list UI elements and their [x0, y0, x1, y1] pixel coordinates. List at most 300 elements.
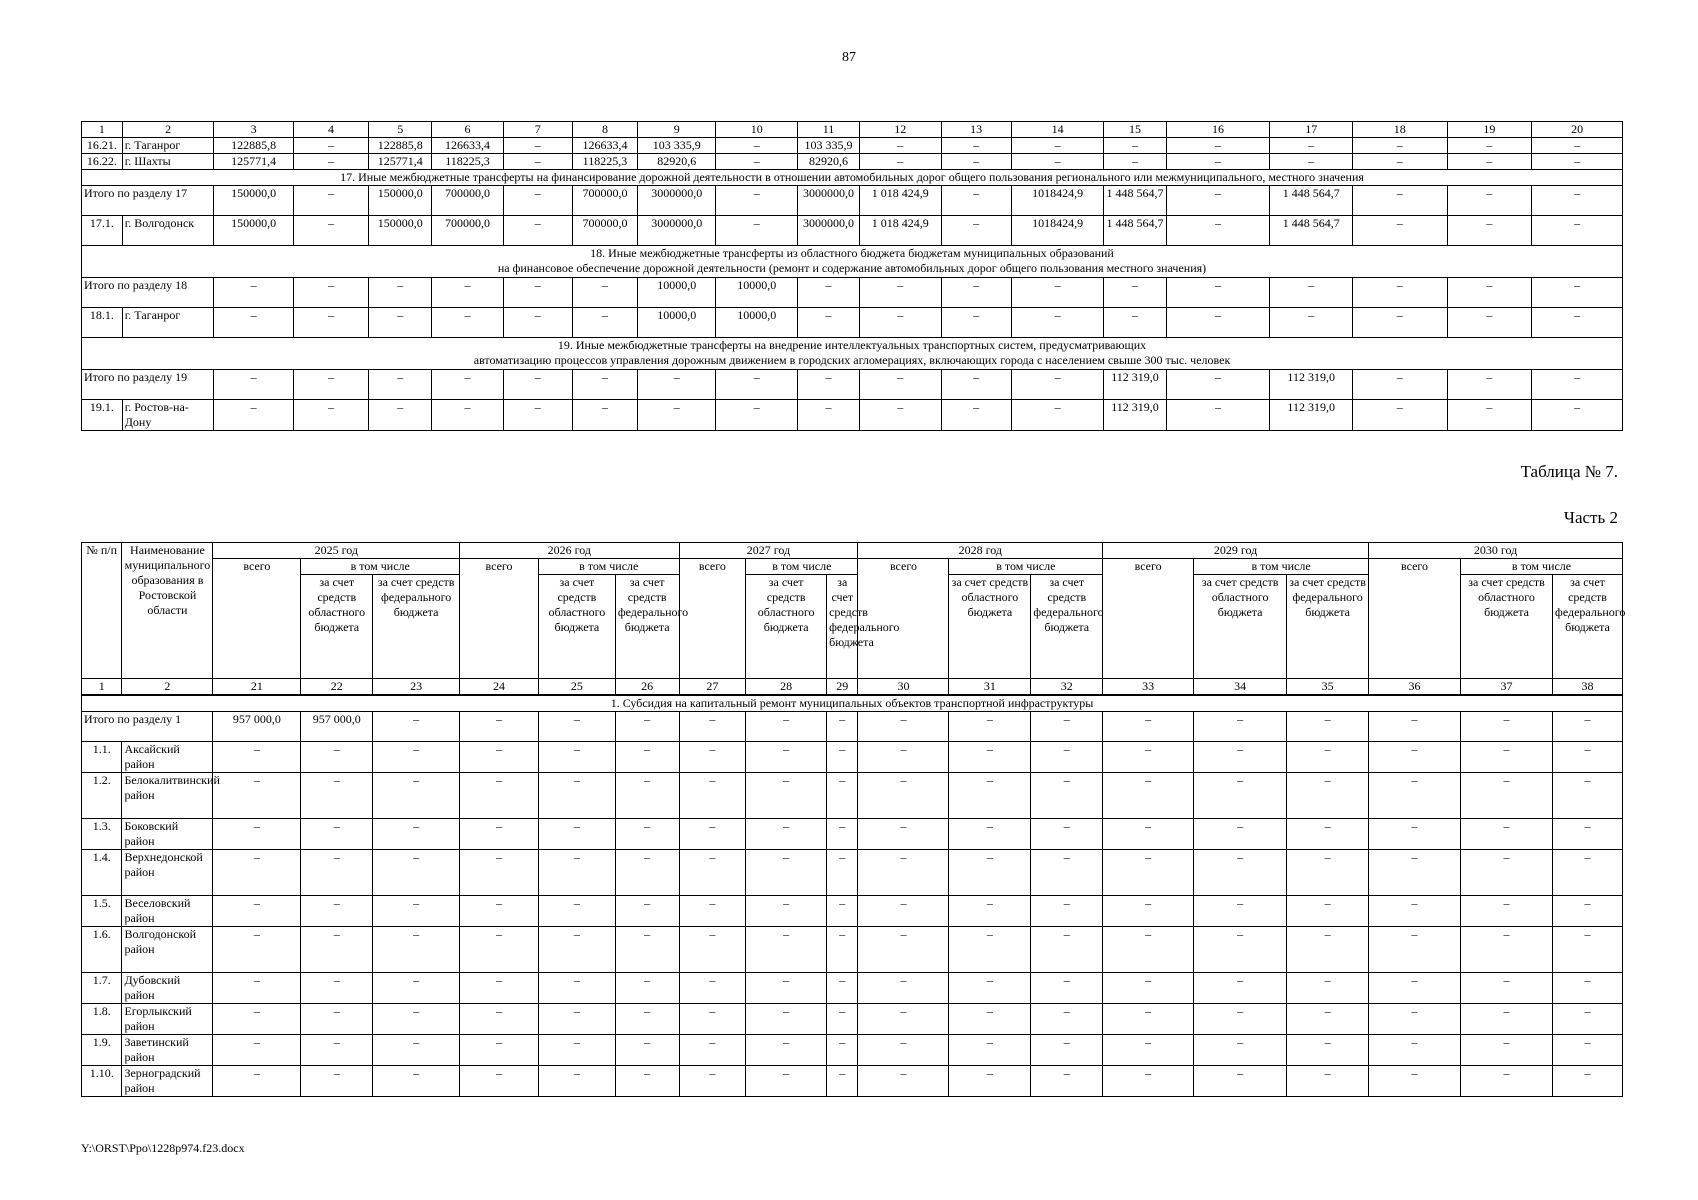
table-cell: – — [373, 850, 460, 896]
column-number: 20 — [1532, 122, 1623, 138]
table-cell: г. Таганрог — [122, 138, 214, 154]
table-cell: – — [373, 773, 460, 819]
table-cell: – — [949, 850, 1031, 896]
header-total: всего — [1369, 559, 1461, 679]
table-cell: – — [1369, 1066, 1461, 1097]
table-cell: – — [213, 927, 301, 973]
table-cell: – — [860, 154, 941, 170]
table-cell: – — [827, 850, 858, 896]
header-regional-budget: за счет средств областного бюджета — [949, 575, 1031, 679]
table-row — [82, 1004, 1623, 1035]
table-cell: – — [746, 819, 827, 850]
section-title-row — [82, 170, 1623, 186]
table-cell: 10000,0 — [716, 278, 797, 308]
table-cell: – — [1352, 186, 1447, 216]
table-cell: – — [1194, 819, 1287, 850]
table-cell: 118225,3 — [432, 154, 503, 170]
table-cell: – — [1103, 850, 1194, 896]
header-total: всего — [460, 559, 539, 679]
table-cell: – — [1011, 138, 1104, 154]
table-cell: – — [1103, 973, 1194, 1004]
table-cell: – — [1532, 400, 1623, 431]
table-cell: – — [1461, 1035, 1553, 1066]
table-cell: – — [949, 712, 1031, 742]
table-cell: 150000,0 — [214, 186, 293, 216]
section-total-row — [82, 186, 1623, 216]
file-path-footer: Y:\ORST\Ppo\1228p974.f23.docx — [81, 1141, 245, 1155]
column-number: 26 — [615, 679, 679, 696]
column-number: 19 — [1447, 122, 1532, 138]
table-cell: – — [746, 1004, 827, 1035]
table-cell: – — [615, 819, 679, 850]
table-cell: – — [1194, 896, 1287, 927]
column-number: 17 — [1270, 122, 1352, 138]
table-cell: – — [1011, 370, 1104, 400]
table-cell: – — [538, 773, 615, 819]
table-cell: – — [1031, 773, 1103, 819]
table-cell: – — [1031, 819, 1103, 850]
table-cell: – — [1287, 896, 1369, 927]
table-cell: – — [1166, 308, 1270, 338]
table-cell: – — [1369, 927, 1461, 973]
table-cell: – — [679, 1004, 746, 1035]
table-cell: – — [679, 896, 746, 927]
section-title: 1. Субсидия на капитальный ремонт муниципальных объектов транспортной инфраструктуры — [82, 695, 1623, 712]
table-cell: г. Таганрог — [122, 308, 214, 338]
table-cell: 1 018 424,9 — [860, 216, 941, 246]
table-cell: – — [1031, 973, 1103, 1004]
table-cell: – — [949, 1004, 1031, 1035]
table-cell: – — [941, 138, 1011, 154]
table-cell: 150000,0 — [214, 216, 293, 246]
table-cell: – — [716, 216, 797, 246]
table-cell: – — [1031, 712, 1103, 742]
table-cell: – — [301, 896, 373, 927]
row-number: 1.1. — [82, 742, 122, 773]
column-number: 35 — [1287, 679, 1369, 696]
table-cell: – — [373, 712, 460, 742]
table-cell: – — [1369, 1004, 1461, 1035]
section-title-row — [82, 338, 1623, 370]
table-cell: – — [1011, 154, 1104, 170]
table-cell: – — [503, 216, 572, 246]
table-cell: – — [1287, 973, 1369, 1004]
table-cell: – — [1352, 138, 1447, 154]
table-cell: 103 335,9 — [638, 138, 716, 154]
section-total-label: Итого по разделу 1 — [82, 712, 213, 742]
table-row — [82, 138, 1623, 154]
table-cell: – — [503, 154, 572, 170]
table-cell: – — [369, 370, 432, 400]
table-cell: – — [1461, 1066, 1553, 1097]
table-cell: – — [572, 278, 637, 308]
table-cell: – — [615, 1004, 679, 1035]
header-federal-budget: за счет средств федерального бюджета — [615, 575, 679, 679]
table-cell: – — [860, 370, 941, 400]
table-cell: – — [538, 927, 615, 973]
table-cell: – — [373, 1004, 460, 1035]
table-row — [82, 973, 1623, 1004]
column-number: 24 — [460, 679, 539, 696]
table-cell: – — [1447, 278, 1532, 308]
municipality-name: Аксайский район — [122, 742, 213, 773]
table-cell: – — [460, 927, 539, 973]
table-cell: – — [1369, 850, 1461, 896]
table-cell: – — [679, 850, 746, 896]
table-cell: – — [746, 712, 827, 742]
table-cell: г. Ростов-на-Дону — [122, 400, 214, 431]
table-cell: – — [1553, 927, 1623, 973]
table-cell: – — [214, 308, 293, 338]
section-total-label: Итого по разделу 17 — [82, 186, 214, 216]
table-cell: 122885,8 — [369, 138, 432, 154]
table-cell: – — [1166, 370, 1270, 400]
table-cell: 150000,0 — [369, 216, 432, 246]
section-title-row — [82, 246, 1623, 278]
table-row — [82, 927, 1623, 973]
municipality-name: Веселовский район — [122, 896, 213, 927]
table-part1 — [81, 121, 1623, 431]
table-cell: – — [679, 742, 746, 773]
table-cell: – — [615, 742, 679, 773]
table-cell: г. Шахты — [122, 154, 214, 170]
table-cell: – — [1270, 308, 1352, 338]
table-cell: – — [1103, 927, 1194, 973]
table-cell: – — [1104, 308, 1166, 338]
column-number: 18 — [1352, 122, 1447, 138]
table-cell: – — [1287, 927, 1369, 973]
column-number: 5 — [369, 122, 432, 138]
table-cell: – — [949, 973, 1031, 1004]
table-cell: – — [949, 1066, 1031, 1097]
table-cell: 3000000,0 — [638, 186, 716, 216]
table-cell: – — [301, 1066, 373, 1097]
table-cell: – — [1532, 278, 1623, 308]
municipality-name: Верхнедонской район — [122, 850, 213, 896]
table-cell: – — [1103, 1035, 1194, 1066]
table-cell: – — [373, 896, 460, 927]
table-cell: – — [1352, 154, 1447, 170]
section-title-row — [82, 695, 1623, 712]
table-cell: – — [746, 927, 827, 973]
table-cell: – — [432, 308, 503, 338]
table-cell: – — [293, 308, 368, 338]
table-cell: – — [1011, 400, 1104, 431]
table-cell: 3000000,0 — [797, 186, 859, 216]
table-cell: – — [1103, 712, 1194, 742]
table-cell: – — [941, 278, 1011, 308]
table-cell: – — [1352, 370, 1447, 400]
table-cell: – — [1532, 138, 1623, 154]
table-cell: – — [293, 400, 368, 431]
table-cell: – — [460, 850, 539, 896]
table-cell: – — [1287, 1066, 1369, 1097]
table-cell: – — [572, 308, 637, 338]
header-year: 2030 год — [1369, 543, 1623, 559]
header-total: всего — [213, 559, 301, 679]
table-cell: 3000000,0 — [797, 216, 859, 246]
table-cell: – — [1194, 742, 1287, 773]
table-cell: – — [460, 742, 539, 773]
table-cell: 700000,0 — [432, 216, 503, 246]
section-total-label: Итого по разделу 18 — [82, 278, 214, 308]
table-cell: – — [1553, 819, 1623, 850]
header-municipality: Наименование муниципального образования в Ростовской области — [122, 543, 213, 679]
table-cell: 1 018 424,9 — [860, 186, 941, 216]
table-cell: – — [827, 819, 858, 850]
table-cell: – — [1031, 1035, 1103, 1066]
row-number: 1.10. — [82, 1066, 122, 1097]
table-cell: – — [949, 896, 1031, 927]
municipality-name: Боковский район — [122, 819, 213, 850]
column-number: 9 — [638, 122, 716, 138]
section-total-label: Итого по разделу 19 — [82, 370, 214, 400]
table-row — [82, 400, 1623, 431]
table-cell: – — [827, 773, 858, 819]
table-cell: – — [827, 973, 858, 1004]
table-cell: – — [1031, 1066, 1103, 1097]
table-cell: – — [1031, 850, 1103, 896]
table-cell: 82920,6 — [638, 154, 716, 170]
table-cell: – — [615, 712, 679, 742]
table-cell: – — [301, 973, 373, 1004]
column-number: 2 — [122, 679, 213, 696]
municipality-name: Белокалитвинский район — [122, 773, 213, 819]
table-cell: – — [1287, 773, 1369, 819]
table-cell: – — [615, 973, 679, 1004]
row-number: 1.5. — [82, 896, 122, 927]
column-number: 28 — [746, 679, 827, 696]
table-cell: – — [503, 370, 572, 400]
header-including: в том числе — [301, 559, 460, 575]
table-cell: – — [1166, 216, 1270, 246]
table-cell: – — [503, 138, 572, 154]
table-cell: – — [615, 773, 679, 819]
table-cell: 112 319,0 — [1270, 400, 1352, 431]
header-regional-budget: за счет средств областного бюджета — [1194, 575, 1287, 679]
table-cell: 1 448 564,7 — [1104, 216, 1166, 246]
table-cell: – — [1194, 973, 1287, 1004]
column-number: 21 — [213, 679, 301, 696]
table-cell: – — [858, 927, 949, 973]
header-regional-budget: за счет средств областного бюджета — [1461, 575, 1553, 679]
municipality-name: Волгодонской район — [122, 927, 213, 973]
table-cell: – — [1352, 216, 1447, 246]
table-cell: 18.1. — [82, 308, 123, 338]
table-cell: – — [1103, 819, 1194, 850]
table-cell: – — [214, 370, 293, 400]
municipality-name: Зерноградский район — [122, 1066, 213, 1097]
table-cell: – — [1287, 742, 1369, 773]
table-cell: – — [746, 1066, 827, 1097]
table-cell: – — [1194, 927, 1287, 973]
table-cell: – — [460, 773, 539, 819]
header-row-incl — [82, 559, 1623, 575]
table-cell: – — [572, 400, 637, 431]
table-cell: – — [827, 896, 858, 927]
table-cell: – — [432, 370, 503, 400]
table-cell: 1 448 564,7 — [1270, 216, 1352, 246]
header-year: 2027 год — [679, 543, 858, 559]
table-cell: – — [1461, 773, 1553, 819]
table-cell: – — [827, 712, 858, 742]
table-cell: – — [538, 896, 615, 927]
table-cell: – — [1369, 819, 1461, 850]
table-cell: – — [1287, 1004, 1369, 1035]
table-cell: – — [293, 154, 368, 170]
table-cell: – — [1553, 712, 1623, 742]
row-number: 1.7. — [82, 973, 122, 1004]
municipality-name: Заветинский район — [122, 1035, 213, 1066]
row-number: 1.9. — [82, 1035, 122, 1066]
table-cell: – — [615, 896, 679, 927]
table-cell: – — [615, 927, 679, 973]
table-cell: – — [679, 1035, 746, 1066]
table-cell: – — [293, 186, 368, 216]
table-cell: – — [1461, 1004, 1553, 1035]
table-part2 — [81, 542, 1626, 1097]
table-cell: – — [369, 400, 432, 431]
table-cell: – — [301, 819, 373, 850]
column-number-row — [82, 679, 1623, 696]
table-cell: – — [858, 1004, 949, 1035]
table-cell: 126633,4 — [572, 138, 637, 154]
table-cell: – — [1011, 308, 1104, 338]
table-cell: – — [1461, 973, 1553, 1004]
column-number: 30 — [858, 679, 949, 696]
column-number: 3 — [214, 122, 293, 138]
column-number: 33 — [1103, 679, 1194, 696]
column-number: 12 — [860, 122, 941, 138]
section-total-row — [82, 278, 1623, 308]
section-title-line: 19. Иные межбюджетные трансферты на внедрение интеллектуальных транспортных систем, предусматривающих — [557, 338, 1147, 352]
table-cell: 122885,8 — [214, 138, 293, 154]
table-cell: – — [460, 819, 539, 850]
row-number: 1.4. — [82, 850, 122, 896]
table-cell: – — [301, 773, 373, 819]
section-title-line: 18. Иные межбюджетные трансферты из областного бюджета бюджетам муниципальных образований — [590, 246, 1114, 260]
table-cell: – — [949, 742, 1031, 773]
table-cell: – — [1166, 400, 1270, 431]
table-cell: – — [858, 742, 949, 773]
table-cell: – — [373, 1066, 460, 1097]
table-cell: – — [213, 1004, 301, 1035]
table-cell: – — [638, 400, 716, 431]
table-cell: – — [538, 850, 615, 896]
header-number: № п/п — [82, 543, 122, 679]
table-cell: – — [213, 773, 301, 819]
table-cell: – — [746, 850, 827, 896]
table-cell: – — [538, 712, 615, 742]
table-cell: – — [1194, 773, 1287, 819]
column-number: 6 — [432, 122, 503, 138]
table-cell: – — [301, 927, 373, 973]
table-cell: – — [213, 896, 301, 927]
table-cell: – — [1447, 138, 1532, 154]
table-cell: – — [1532, 154, 1623, 170]
column-number: 34 — [1194, 679, 1287, 696]
column-number: 23 — [373, 679, 460, 696]
table-cell: – — [1270, 138, 1352, 154]
table-cell: – — [538, 1004, 615, 1035]
column-number: 14 — [1011, 122, 1104, 138]
section-total-row — [82, 370, 1623, 400]
table-cell: – — [716, 400, 797, 431]
table-cell: – — [1447, 154, 1532, 170]
table-cell: – — [1461, 712, 1553, 742]
header-regional-budget: за счет средств областного бюджета — [746, 575, 827, 679]
table-cell: 1 448 564,7 — [1104, 186, 1166, 216]
table-cell: – — [860, 400, 941, 431]
table-cell: – — [746, 896, 827, 927]
table-cell: – — [214, 400, 293, 431]
table-cell: – — [1104, 138, 1166, 154]
section-title — [82, 246, 1623, 278]
table-cell: – — [858, 712, 949, 742]
table-cell: – — [1194, 850, 1287, 896]
table-cell: – — [858, 1066, 949, 1097]
table-cell: 1 448 564,7 — [1270, 186, 1352, 216]
table-cell: – — [1031, 927, 1103, 973]
table-cell: – — [213, 819, 301, 850]
table-cell: – — [941, 308, 1011, 338]
table-cell: – — [1532, 308, 1623, 338]
table-cell: – — [1352, 400, 1447, 431]
table-cell: – — [1369, 896, 1461, 927]
table-cell: – — [1553, 1035, 1623, 1066]
column-number: 7 — [503, 122, 572, 138]
table-cell: – — [293, 370, 368, 400]
table-cell: – — [460, 1004, 539, 1035]
table-cell: – — [213, 742, 301, 773]
column-number: 25 — [538, 679, 615, 696]
table-cell: – — [1461, 927, 1553, 973]
header-federal-budget: за счет средств федерального бюджета — [1031, 575, 1103, 679]
table-cell: – — [213, 973, 301, 1004]
table-title: Таблица № 7. — [1520, 462, 1618, 481]
table-cell: 10000,0 — [638, 308, 716, 338]
header-federal-budget: за счет средств федерального бюджета — [1553, 575, 1623, 679]
column-number: 2 — [122, 122, 214, 138]
table-row — [82, 216, 1623, 246]
table-cell: – — [460, 896, 539, 927]
table-cell: – — [858, 896, 949, 927]
column-number: 8 — [572, 122, 637, 138]
header-federal-budget: за счет средств федерального бюджета — [1287, 575, 1369, 679]
table-cell: – — [432, 400, 503, 431]
table-cell: – — [538, 742, 615, 773]
table-cell: – — [373, 927, 460, 973]
table-cell: – — [679, 1066, 746, 1097]
table-cell: – — [503, 278, 572, 308]
table-cell: – — [1194, 1004, 1287, 1035]
table-cell: 10000,0 — [638, 278, 716, 308]
table-cell: – — [293, 216, 368, 246]
column-number: 4 — [293, 122, 368, 138]
table-cell: – — [1461, 896, 1553, 927]
table-cell: – — [572, 370, 637, 400]
table-cell: 150000,0 — [369, 186, 432, 216]
table-cell: – — [827, 1004, 858, 1035]
table-cell: – — [1031, 742, 1103, 773]
table-cell: – — [373, 973, 460, 1004]
header-including: в том числе — [1194, 559, 1369, 575]
table-cell: 16.22. — [82, 154, 123, 170]
table-cell: – — [949, 773, 1031, 819]
table-cell: – — [615, 850, 679, 896]
column-number: 11 — [797, 122, 859, 138]
header-federal-budget: за счет средств федерального бюджета — [827, 575, 858, 679]
